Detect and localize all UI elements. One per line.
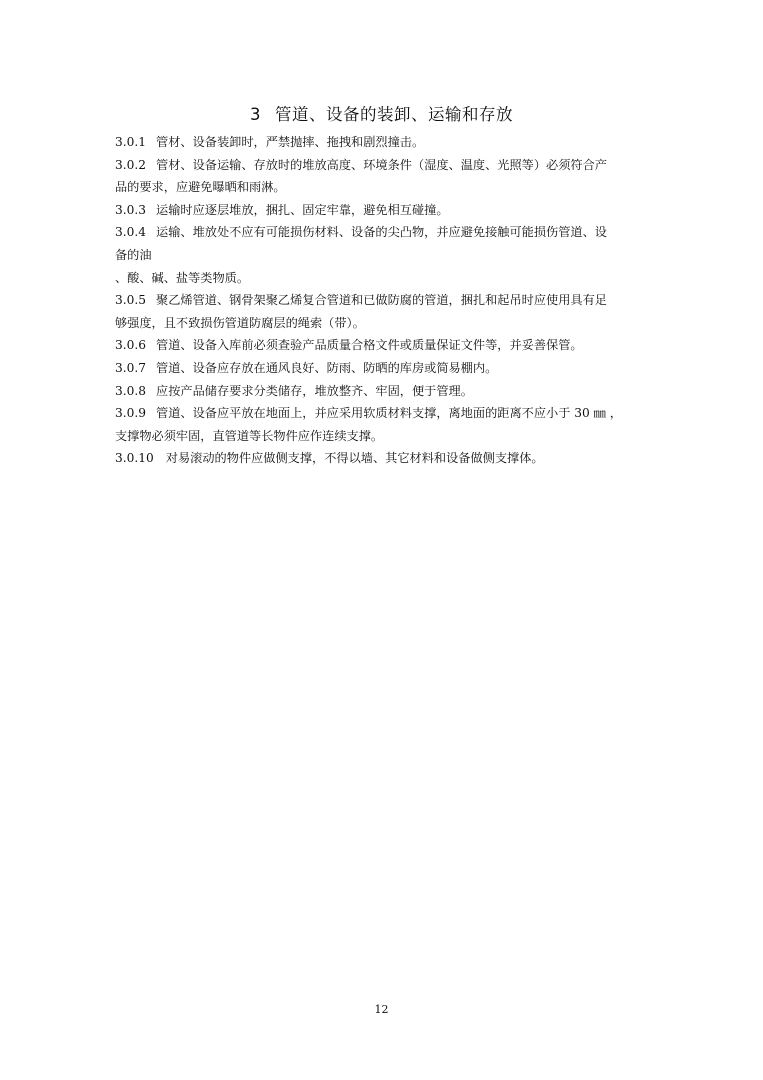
clause-text: 运输、堆放处不应有可能损伤材料、设备的尖凸物，并应避免接触可能损伤管道、设 (156, 225, 607, 240)
clause-continuation-line (115, 244, 655, 267)
clause-text: 支撑物必须牢固，直管道等长物件应作连续支撑。 (115, 428, 384, 443)
clause-number: 3.0.8 (115, 383, 147, 398)
clause-number: 3.0.3 (115, 202, 147, 217)
clause-text: 应按产品储存要求分类储存，堆放整齐、牢固，便于管理。 (156, 383, 473, 398)
clause-text: 管道、设备入库前必须查验产品质量合格文件或质量保证文件等，并妥善保管。 (156, 338, 583, 353)
clause-continuation-line (115, 267, 655, 290)
clause-line (115, 131, 655, 154)
clause-text: 、酸、碱、盐等类物质。 (115, 270, 250, 285)
clause-continuation-line (115, 312, 655, 335)
section-heading (0, 101, 763, 125)
clause-text: 对易滚动的物件应做侧支撑，不得以墙、其它材料和设备做侧支撑体。 (165, 451, 544, 466)
clause-number: 3.0.5 (115, 293, 147, 308)
clause-number: 3.0.4 (115, 225, 147, 240)
clause-continuation-line (115, 176, 655, 199)
clause-line (115, 154, 655, 177)
clause-continuation-line (115, 425, 655, 448)
clause-line (115, 334, 655, 357)
clause-text: 管道、设备应存放在通风良好、防雨、防晒的库房或简易棚内。 (156, 360, 498, 375)
clause-text: 运输时应逐层堆放，捆扎、固定牢靠，避免相互碰撞。 (156, 202, 449, 217)
clause-line (115, 447, 655, 470)
clause-number: 3.0.1 (115, 135, 147, 149)
clause-line (115, 289, 655, 312)
clause-text: 备的油 (115, 247, 152, 262)
clause-number: 3.0.9 (115, 406, 147, 421)
clause-text: 管材、设备运输、存放时的堆放高度、环境条件（湿度、温度、光照等）必须符合产 (156, 157, 607, 172)
clause-text: 够强度，且不致损伤管道防腐层的绳索（带）。 (115, 315, 365, 330)
clause-line (115, 402, 655, 425)
clause-text: 聚乙烯管道、钢骨架聚乙烯复合管道和已做防腐的管道，捆扎和起吊时应使用具有足 (156, 293, 607, 308)
clause-number: 3.0.2 (115, 157, 147, 172)
clause-text: 管道、设备应平放在地面上，并应采用软质材料支撑，离地面的距离不应小于 30 ㎜ ， (156, 406, 622, 421)
clause-line (115, 221, 655, 244)
clause-line (115, 199, 655, 222)
section-number: 3 (250, 105, 261, 124)
clause-number: 3.0.10 (115, 451, 154, 466)
clause-text: 管材、设备装卸时，严禁抛摔、拖拽和剧烈撞击。 (156, 135, 425, 149)
page-number: 12 (374, 1003, 389, 1016)
clause-line (115, 380, 655, 403)
clause-number: 3.0.7 (115, 360, 147, 375)
clause-text: 品的要求，应避免曝晒和雨淋。 (115, 180, 286, 195)
section-title: 管道、设备的装卸、运输和存放 (275, 105, 513, 124)
clause-list (115, 131, 655, 470)
clause-number: 3.0.6 (115, 338, 147, 353)
clause-line (115, 357, 655, 380)
